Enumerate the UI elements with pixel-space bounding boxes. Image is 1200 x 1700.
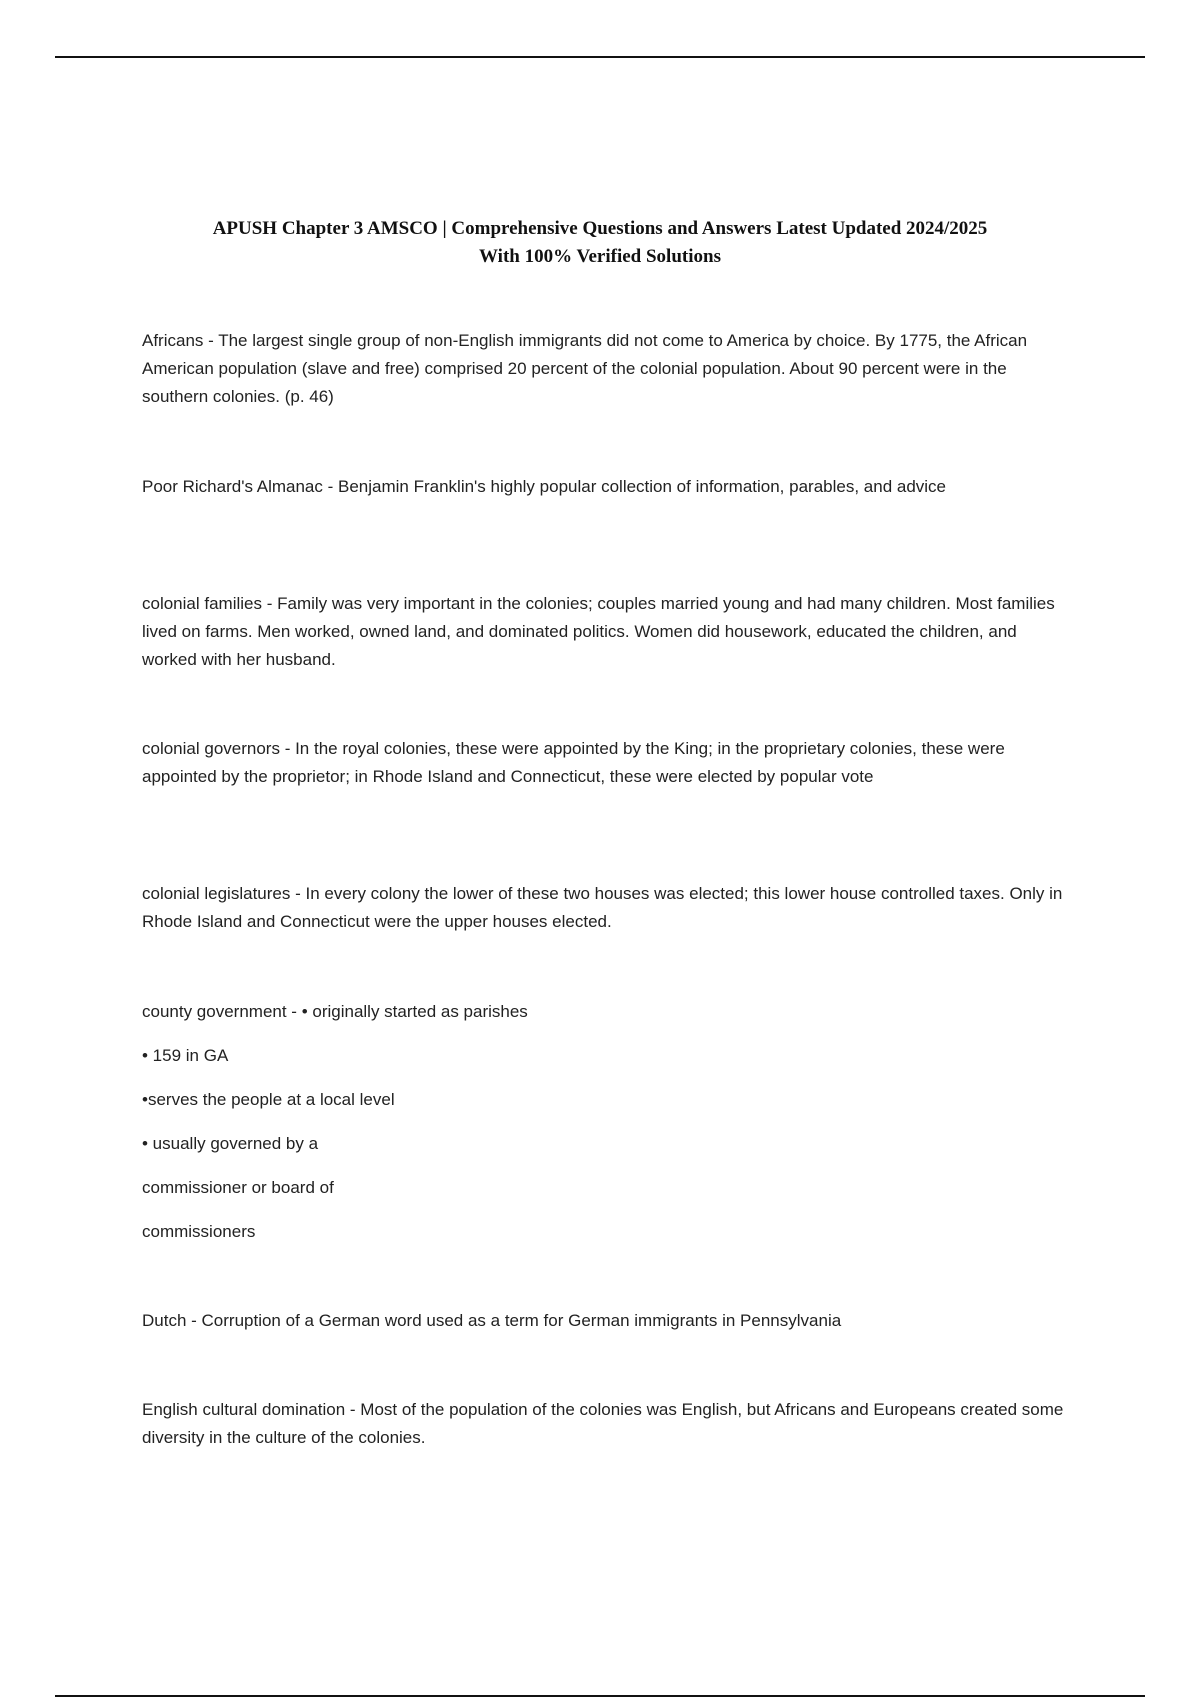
entry-text: Dutch - Corruption of a German word used as a term for German immigrants in Pennsylvania (142, 1311, 842, 1330)
list-line: commissioner or board of (142, 1178, 334, 1197)
entry-text: colonial families - Family was very important in the colonies; couples married young and had many children. Most families lived on farms. Men worked, owned land, and dominated politics. Women did housework, educated the children, and worked with her husband. (142, 594, 1055, 669)
entry-county-government (142, 998, 1067, 1262)
list-line: commissioners (142, 1222, 256, 1241)
list-line: county government - • originally started as parishes (142, 1002, 528, 1021)
entry-english-cultural-domination (142, 1396, 1067, 1452)
list-line: •serves the people at a local level (142, 1090, 395, 1109)
entry-text: colonial governors - In the royal colonies, these were appointed by the King; in the proprietary colonies, these were appointed by the proprietor; in Rhode Island and Connecticut, these were elected by popular vote (142, 739, 1005, 786)
entry-text: Poor Richard's Almanac - Benjamin Franklin's highly popular collection of information, parables, and advice (142, 477, 947, 496)
entry-text: Africans - The largest single group of non-English immigrants did not come to America by choice. By 1775, the African American population (slave and free) comprised 20 percent of the colonial population. About 90 percent were in the southern colonies. (p. 46) (142, 331, 1028, 406)
document-title (150, 215, 1050, 271)
entry-africans (142, 327, 1067, 411)
bottom-rule (55, 1695, 1145, 1697)
list-line: • usually governed by a (142, 1134, 319, 1153)
entry-colonial-legislatures (142, 880, 1067, 936)
entry-poor-richards-almanac (142, 473, 1067, 501)
title-line-2: With 100% Verified Solutions (479, 246, 721, 267)
title-line-1: APUSH Chapter 3 AMSCO | Comprehensive Questions and Answers Latest Updated 2024/2025 (212, 218, 988, 239)
entry-colonial-governors (142, 735, 1067, 791)
entry-text: English cultural domination - Most of the population of the colonies was English, but Africans and Europeans created some diversity in the culture of the colonies. (142, 1400, 1064, 1447)
entry-dutch (142, 1307, 1067, 1335)
list-line: • 159 in GA (142, 1046, 229, 1065)
entry-colonial-families (142, 590, 1067, 674)
entry-text: colonial legislatures - In every colony the lower of these two houses was elected; this lower house controlled taxes. Only in Rhode Island and Connecticut were the upper houses elected. (142, 884, 1063, 931)
top-rule (55, 56, 1145, 58)
